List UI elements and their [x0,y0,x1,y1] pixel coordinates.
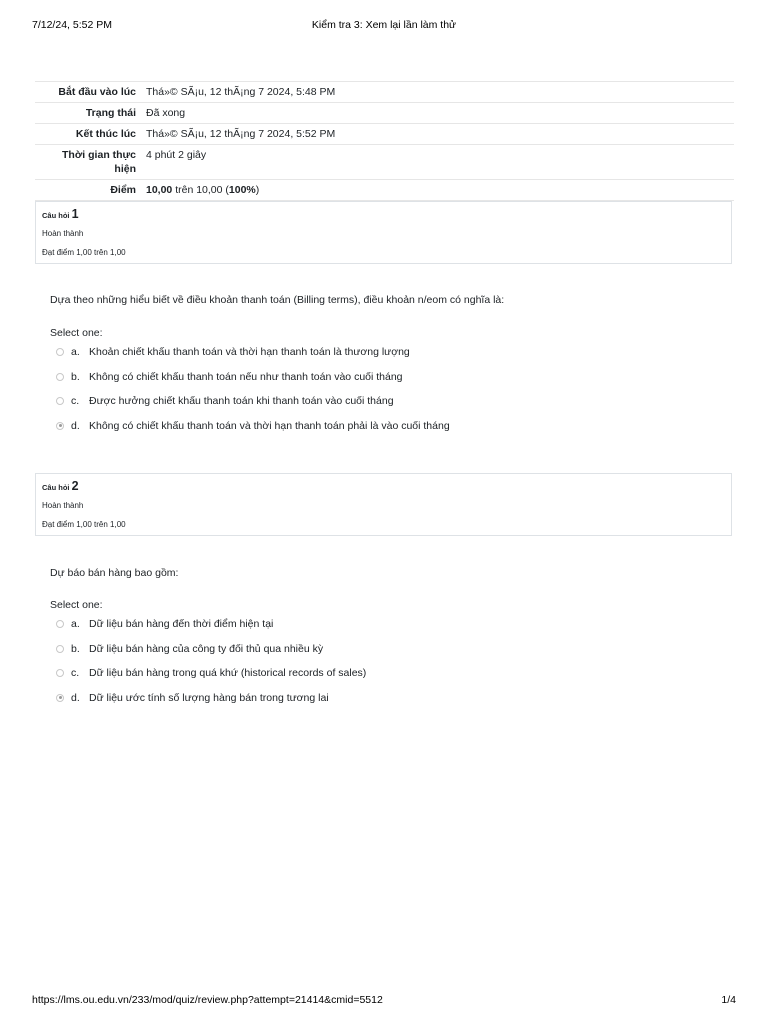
answer-option-c[interactable] [56,395,450,420]
summary-value: Thá»© SÃ¡u, 12 thÃ¡ng 7 2024, 5:52 PM [141,124,734,145]
summary-value: 4 phút 2 giây [141,145,734,180]
answer-option-b[interactable] [56,371,450,396]
summary-row-state [35,103,734,124]
summary-row-grade [35,180,734,201]
question-number [42,208,725,222]
question-state: Hoàn thành [42,501,84,510]
answer-text: Được hưởng chiết khấu thanh toán khi thanh toán vào cuối tháng [89,395,394,408]
question-info-2 [35,473,732,536]
print-page-title: Kiểm tra 3: Xem lại lần làm thử [311,19,457,31]
answer-letter: b. [71,370,80,383]
question-label: Câu hỏi [42,211,70,220]
summary-label: Điểm [35,180,141,201]
print-footer [32,994,736,1008]
answer-text: Dữ liệu bán hàng trong quá khứ (historical records of sales) [89,667,367,680]
print-page-number: 1/4 [721,994,736,1006]
answer-option-a[interactable] [56,346,450,371]
radio-button[interactable] [56,397,64,405]
answer-letter: c. [71,667,80,680]
question-grade: Đạt điểm 1,00 trên 1,00 [42,520,126,529]
radio-button[interactable] [56,620,64,628]
summary-label: Thời gian thực hiện [35,145,141,180]
answer-option-d[interactable] [56,692,366,717]
question-text-1: Dựa theo những hiểu biết về điều khoản thanh toán (Billing terms), điều khoản n/eom có nghĩa là: [50,294,505,306]
radio-button-selected[interactable] [56,694,64,702]
select-one-prompt: Select one: [50,327,103,339]
summary-label: Trạng thái [35,103,141,124]
answer-text: Không có chiết khấu thanh toán và thời hạn thanh toán phải là vào cuối tháng [89,419,450,432]
radio-button[interactable] [56,373,64,381]
answer-text: Dữ liệu bán hàng đến thời điểm hiện tại [89,618,274,630]
radio-button-selected[interactable] [56,422,64,430]
summary-row-duration [35,145,734,180]
summary-row-started [35,82,734,103]
question-grade: Đạt điểm 1,00 trên 1,00 [42,248,126,257]
answer-text: Khoản chiết khấu thanh toán và thời hạn thanh toán là thương lượng [89,346,410,358]
question-number [42,480,725,494]
answer-text: Không có chiết khấu thanh toán nếu như thanh toán vào cuối tháng [89,370,403,383]
summary-value: Thá»© SÃ¡u, 12 thÃ¡ng 7 2024, 5:48 PM [141,82,734,103]
answer-letter: a. [71,346,80,358]
answer-letter: c. [71,395,80,408]
answer-letter: d. [71,419,80,432]
print-header [32,19,736,33]
print-date: 7/12/24, 5:52 PM [32,19,112,31]
score-points: 10,00 [146,184,173,196]
answer-text: Dữ liệu ước tính số lượng hàng bán trong tương lai [89,691,329,704]
question-number-value: 1 [71,207,79,221]
question-number-value: 2 [71,479,79,493]
question-text-2: Dự báo bán hàng bao gồm: [50,567,179,579]
summary-score [141,180,734,201]
answer-letter: d. [71,691,80,704]
attempt-summary-table [35,81,734,201]
question-info-1 [35,201,732,264]
answer-letter: b. [71,642,80,655]
summary-value: Đã xong [141,103,734,124]
summary-label: Bắt đầu vào lúc [35,82,141,103]
answer-option-d[interactable] [56,420,450,445]
answer-text: Dữ liệu bán hàng của công ty đối thủ qua nhiều kỳ [89,642,324,655]
answer-option-b[interactable] [56,643,366,668]
select-one-prompt: Select one: [50,599,103,611]
question-state: Hoàn thành [42,229,84,238]
score-percent: 100% [228,184,256,196]
answer-list-2 [56,618,366,716]
answer-option-a[interactable] [56,618,366,643]
score-mid: trên 10,00 ( [172,184,229,196]
answer-letter: a. [71,618,80,630]
answer-list-1 [56,346,450,444]
answer-option-c[interactable] [56,667,366,692]
print-url: https://lms.ou.edu.vn/233/mod/quiz/review.php?attempt=21414&cmid=5512 [32,994,383,1006]
summary-label: Kết thúc lúc [35,124,141,145]
radio-button[interactable] [56,645,64,653]
summary-row-completed [35,124,734,145]
score-end: ) [255,184,260,196]
question-label: Câu hỏi [42,483,70,492]
radio-button[interactable] [56,348,64,356]
radio-button[interactable] [56,669,64,677]
